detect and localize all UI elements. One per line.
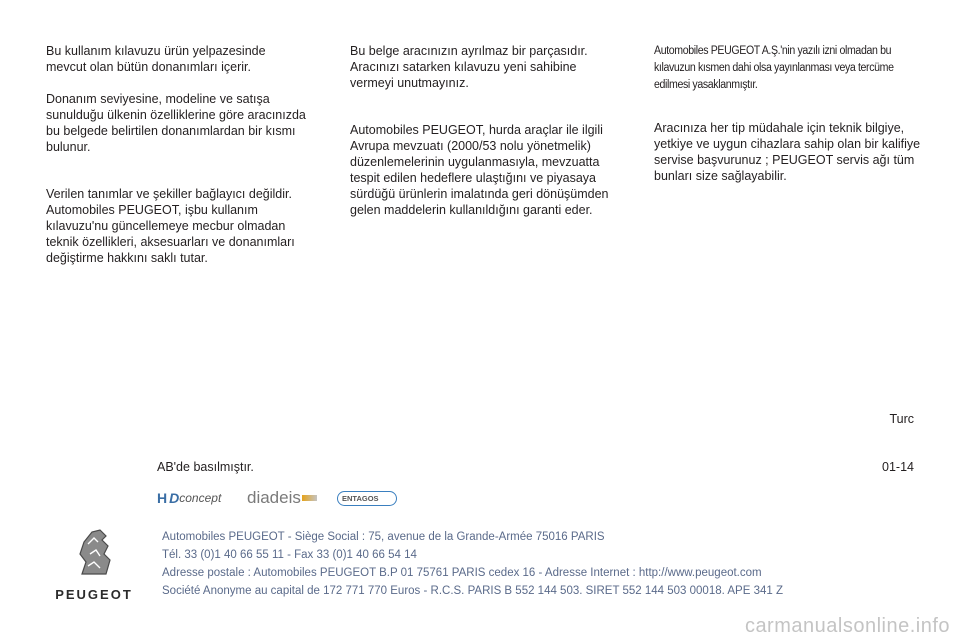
paragraph-disclaimer: Verilen tanımlar ve şekiller bağlayıcı değildir. Automobiles PEUGEOT, işbu kullanım kılavuzu'nu güncellemeye mecbur olmadan teknik özellikleri, aksesuarları ve donanımları değiştirme hakkını saklı tutar.: [46, 187, 295, 265]
address-line-phone: Tél. 33 (0)1 40 66 55 11 - Fax 33 (0)1 40 66 54 14: [162, 549, 417, 561]
diadeis-color-bar: [302, 495, 317, 501]
diadeis-logo-text: diadeis: [247, 488, 301, 507]
diadeis-logo: [247, 484, 317, 512]
lion-icon: [66, 524, 122, 580]
paragraph-recycling: Automobiles PEUGEOT, hurda araçlar ile ilgili Avrupa mevzuatı (2000/53 nolu yönetmelik) düzenlemelerinin uygulanmasıyla, mevzuatta tespit edilen hedeflere ulaştığını ve piyasaya sürdüğü ürünlerin imalatında geri dönüşümden gelen maddelerin kullanıldığını garanti eder.: [350, 123, 609, 217]
language-label: Turc: [889, 412, 914, 426]
paragraph-integral-part: Bu belge aracınızın ayrılmaz bir parçasıdır. Aracınızı satarken kılavuzu yeni sahibine vermeyi unutmayınız.: [350, 44, 588, 90]
paragraph-service: Aracınıza her tip müdahale için teknik bilgiye, yetkiye ve uygun cihazlara sahip olan bir kalifiye servise başvurunuz ; PEUGEOT servis ağı tüm bunları size sağlayabilir.: [654, 121, 921, 183]
column-right: [654, 43, 924, 184]
partner-logos: [157, 484, 397, 512]
document-code: 01-14: [882, 460, 914, 474]
brand-name: PEUGEOT: [55, 587, 133, 602]
hd-concept-logo: [157, 484, 227, 512]
entagos-logo: [337, 491, 397, 506]
peugeot-brand: [44, 524, 144, 602]
hd-logo-text: concept: [179, 491, 222, 505]
column-middle: [350, 43, 615, 218]
company-address: [162, 528, 783, 600]
printed-in-label: AB'de basılmıştır.: [157, 460, 254, 474]
address-line-postal: Adresse postale : Automobiles PEUGEOT B.P 01 75761 PARIS cedex 16 - Adresse Internet : http://www.peugeot.com: [162, 567, 762, 579]
watermark: carmanualsonline.info: [744, 615, 950, 637]
address-line-headquarters: Automobiles PEUGEOT - Siège Social : 75, avenue de la Grande-Armée 75016 PARIS: [162, 531, 605, 543]
entagos-logo-text: ENTAGOS: [342, 493, 379, 503]
column-left: [46, 43, 306, 266]
address-line-legal: Société Anonyme au capital de 172 771 770 Euros - R.C.S. PARIS B 552 144 503. SIRET 552 144 503 00018. APE 341 Z: [162, 585, 783, 597]
paragraph-scope: Bu kullanım kılavuzu ürün yelpazesinde mevcut olan bütün donanımları içerir.: [46, 44, 266, 74]
paragraph-copyright: Automobiles PEUGEOT A.Ş.'nin yazılı izni olmadan bu kılavuzun kısmen dahi olsa yayınlanması veya tercüme edilmesi yasaklanmıştır.: [654, 45, 894, 91]
hd-logo-h: H: [157, 490, 168, 506]
paragraph-equipment: Donanım seviyesine, modeline ve satışa sunulduğu ülkenin özelliklerine göre aracınızda bu belgede belirtilen donanımlardan bir kısmı bulunur.: [46, 92, 306, 154]
hd-logo-d: D: [169, 490, 180, 506]
